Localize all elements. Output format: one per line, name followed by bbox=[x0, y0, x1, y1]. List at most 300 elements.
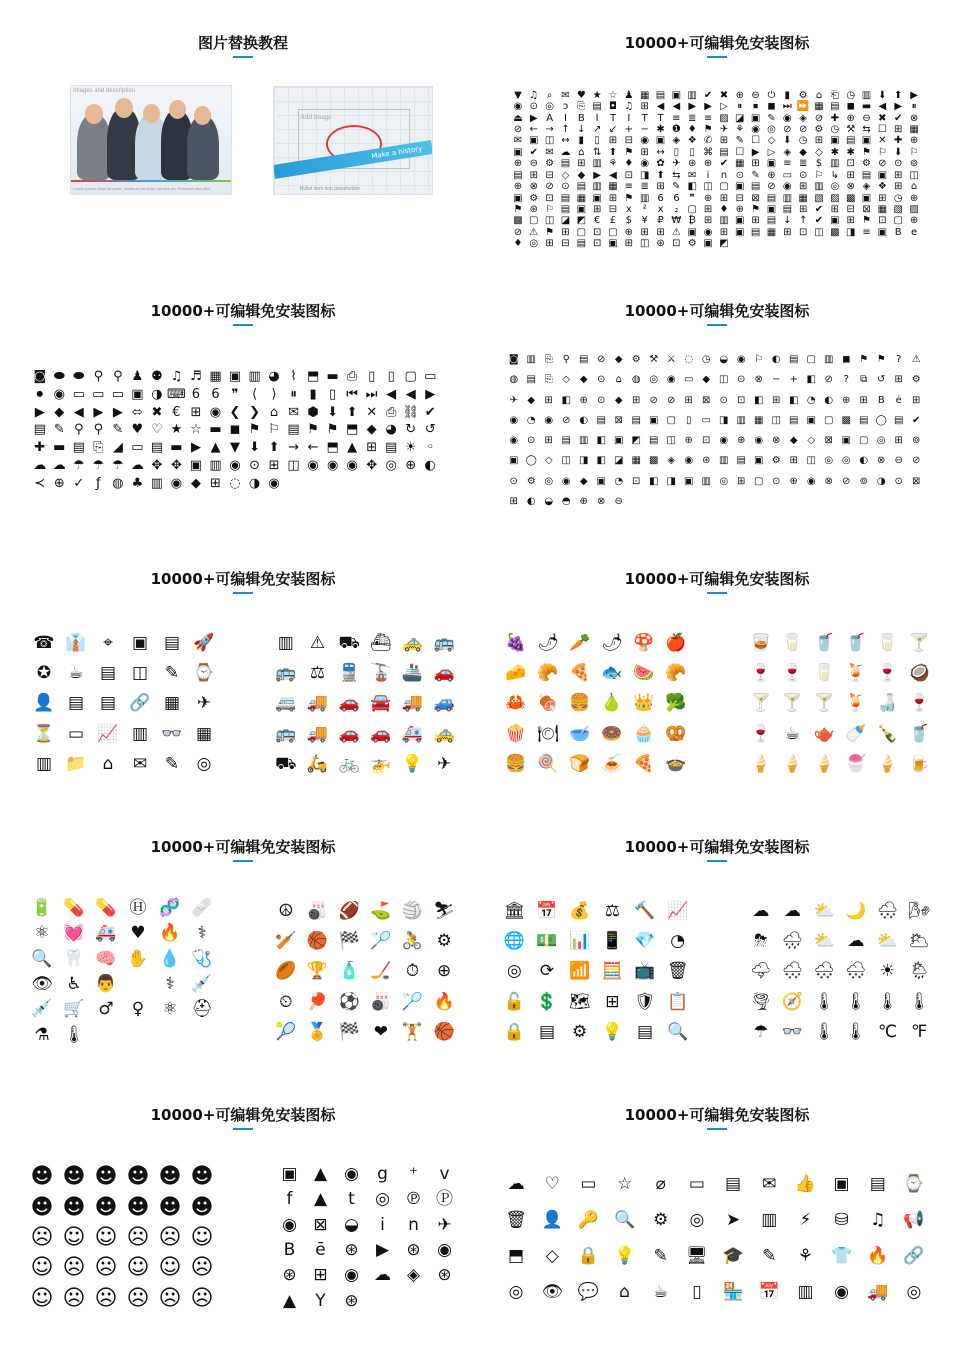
icon: ▤ bbox=[869, 1173, 886, 1194]
sports-icon-set bbox=[270, 896, 460, 1048]
icon: ⊡ bbox=[798, 226, 808, 238]
title-underline bbox=[233, 860, 253, 862]
icon: ◷ bbox=[701, 354, 711, 366]
icon: ⏩ bbox=[796, 101, 810, 113]
icon: ⊘ bbox=[667, 394, 676, 406]
icon: 🔒 bbox=[577, 1245, 599, 1266]
icon: ⬆ bbox=[268, 440, 280, 456]
icon: ⚘ bbox=[608, 158, 618, 170]
icon: + bbox=[624, 123, 634, 135]
icon: ▭ bbox=[782, 169, 793, 181]
icon: ⌚ bbox=[193, 663, 215, 684]
icon: 🔍 bbox=[667, 1022, 689, 1043]
emoji-icon-set bbox=[26, 1162, 218, 1314]
icon: ▤ bbox=[560, 192, 571, 204]
icon: ₽ bbox=[657, 215, 664, 227]
icon: 🥐 bbox=[665, 663, 687, 684]
icon: 🚕 bbox=[401, 632, 424, 653]
icon: ▢ bbox=[859, 435, 869, 447]
icon: ⊙ bbox=[529, 101, 538, 113]
icon: ē bbox=[315, 1240, 326, 1261]
icon: ➤ bbox=[725, 1209, 741, 1230]
icon: ⌂ bbox=[102, 754, 114, 775]
icon: ◍ bbox=[112, 475, 124, 491]
icon: ◐ bbox=[771, 354, 781, 366]
icon: ◎ bbox=[906, 1281, 922, 1302]
icon: Ⓟ bbox=[436, 1189, 453, 1210]
icon: 🌬 bbox=[908, 900, 930, 921]
icon: 🔗 bbox=[129, 693, 151, 714]
icon: ◉ bbox=[513, 101, 523, 113]
icon: 🏐 bbox=[401, 900, 424, 921]
icon: ☹ bbox=[190, 1285, 214, 1311]
icon: ▥ bbox=[824, 354, 834, 366]
icon: 🍺 bbox=[908, 754, 930, 775]
icon: ▣ bbox=[576, 203, 587, 215]
icon: 💉 bbox=[31, 999, 53, 1020]
icon: T bbox=[641, 112, 648, 124]
icon: 🍇 bbox=[505, 632, 527, 653]
icon: ⚑ bbox=[326, 422, 339, 438]
icon: ☻ bbox=[62, 1164, 86, 1190]
icon: ❯ bbox=[249, 404, 260, 420]
icon: ▥ bbox=[35, 754, 53, 775]
icon: ☹ bbox=[158, 1224, 182, 1250]
icon: ◑ bbox=[876, 475, 886, 487]
icon: ⚛ bbox=[162, 999, 178, 1020]
icon: 🚌 bbox=[275, 723, 297, 744]
icon: ◧ bbox=[806, 374, 816, 386]
icon: f bbox=[286, 1189, 293, 1210]
icon: ☕ bbox=[68, 663, 84, 684]
icon: ▶ bbox=[910, 89, 918, 101]
icon: ⚲ bbox=[74, 422, 84, 438]
icon: ▥ bbox=[861, 89, 872, 101]
icon: ⚙ bbox=[814, 123, 824, 135]
icon: ◉ bbox=[561, 475, 571, 487]
icon: ⊛ bbox=[688, 158, 697, 170]
icon: ✕ bbox=[366, 404, 378, 420]
icon: ▣ bbox=[228, 369, 242, 385]
icon: 🚗 bbox=[370, 723, 392, 744]
icon: ↻ bbox=[405, 422, 417, 438]
icon: 🚑 bbox=[401, 723, 424, 744]
icon: ▢ bbox=[666, 414, 676, 426]
icon: ◼ bbox=[842, 354, 851, 366]
icon: ▮ bbox=[784, 89, 791, 101]
icon: ◫ bbox=[561, 455, 571, 467]
icon: 👓 bbox=[781, 1022, 804, 1043]
icon: ▼ bbox=[229, 440, 240, 456]
icon: ⊞ bbox=[656, 181, 665, 193]
icon: 🍐 bbox=[601, 693, 623, 714]
icon: ◉ bbox=[754, 435, 764, 447]
icon: ◩ bbox=[576, 215, 587, 227]
icon: 🚲 bbox=[338, 754, 360, 775]
icon: ◪ bbox=[614, 455, 624, 467]
icon: 🚕 bbox=[433, 723, 455, 744]
icon: ⊞ bbox=[640, 101, 649, 113]
icon: ⊕ bbox=[735, 89, 744, 101]
icon: ◎ bbox=[689, 1209, 705, 1230]
icon: ▬ bbox=[326, 369, 339, 385]
icon: ⊖ bbox=[862, 112, 871, 124]
icon: ₂ bbox=[674, 203, 679, 215]
icon: ⚙ bbox=[911, 374, 921, 386]
icon: t bbox=[348, 1189, 355, 1210]
icon: ▥ bbox=[736, 414, 746, 426]
icon: ☺ bbox=[62, 1224, 86, 1250]
icon: 🚚 bbox=[401, 693, 424, 714]
icon: ▣ bbox=[877, 169, 888, 181]
icon: ▯ bbox=[594, 135, 600, 147]
icon: ▤ bbox=[99, 663, 117, 684]
icon: ⊘ bbox=[649, 394, 658, 406]
icon: ⚗ bbox=[34, 1024, 50, 1045]
icon: ▬ bbox=[861, 101, 872, 113]
icon: ♟ bbox=[131, 369, 144, 385]
icon: ℉ bbox=[911, 1022, 928, 1043]
icon: ◎ bbox=[841, 455, 851, 467]
icon: ◉ bbox=[229, 457, 241, 473]
icon: 🛒 bbox=[63, 999, 85, 1020]
icon: ▢ bbox=[529, 215, 539, 227]
icon: ⊕ bbox=[909, 135, 919, 147]
icon: ⊛ bbox=[344, 1240, 359, 1261]
icon: ▤ bbox=[894, 414, 904, 426]
icon: ⊞ bbox=[529, 169, 538, 181]
icon: ↑ bbox=[561, 123, 570, 135]
icon: ⊘ bbox=[545, 181, 554, 193]
icon: ▣ bbox=[754, 455, 764, 467]
icon: 🏁 bbox=[338, 931, 360, 952]
icon: ⊙ bbox=[798, 169, 808, 181]
icon: ▦ bbox=[163, 693, 181, 714]
icon: ⚙ bbox=[631, 354, 641, 366]
icon: 🧭 bbox=[781, 991, 804, 1012]
icon: ⇆ bbox=[862, 123, 871, 135]
icon: ◇ bbox=[562, 374, 571, 386]
icon: ▤ bbox=[576, 181, 587, 193]
icon: 🥛 bbox=[813, 663, 835, 684]
icon: ♦ bbox=[624, 158, 634, 170]
icon: ⧉ bbox=[860, 374, 868, 386]
icon: ⊗ bbox=[772, 435, 781, 447]
icon: 🍄 bbox=[633, 632, 655, 653]
icon: ♦ bbox=[513, 238, 523, 250]
icon: ⊕ bbox=[513, 158, 523, 170]
icon: ▨ bbox=[719, 112, 729, 124]
icon: ⬬ bbox=[53, 369, 65, 385]
icon: ≣ bbox=[640, 181, 649, 193]
icon: ▣ bbox=[671, 89, 682, 101]
icon: ↙ bbox=[608, 123, 618, 135]
icon: ▤ bbox=[150, 440, 164, 456]
icon: ≺ bbox=[34, 475, 46, 491]
icon: ◎ bbox=[824, 455, 834, 467]
icon: ⬒ bbox=[508, 1245, 525, 1266]
icon: ◐ bbox=[526, 495, 536, 507]
icon: ◒ bbox=[344, 1214, 359, 1235]
icon: ◨ bbox=[579, 455, 589, 467]
icon: ▥ bbox=[719, 455, 729, 467]
icon: 🌨 bbox=[876, 900, 899, 921]
icon: 🍭 bbox=[537, 754, 559, 775]
icon: ☹ bbox=[158, 1285, 182, 1311]
icon: x bbox=[657, 203, 664, 215]
icon: 🍩 bbox=[601, 723, 623, 744]
icon: ✉ bbox=[513, 135, 523, 147]
panel-title: 10000+可编辑免安装图标 bbox=[150, 1106, 336, 1124]
icon: ⚙ bbox=[653, 1209, 669, 1230]
transport-icon-set bbox=[270, 628, 460, 780]
icon: ♫ bbox=[529, 89, 539, 101]
icon: ⬇ bbox=[878, 89, 887, 101]
icon: 🥥 bbox=[908, 663, 930, 684]
icon: ⚛ bbox=[34, 923, 50, 944]
icon: ◆ bbox=[54, 404, 65, 420]
icon: 🍾 bbox=[876, 723, 899, 744]
icon: ▲ bbox=[282, 1290, 297, 1311]
icon: 🗑 bbox=[505, 1209, 527, 1230]
icon: ▭ bbox=[131, 440, 144, 456]
icon: ◙ bbox=[508, 354, 519, 366]
icon: 🌡 bbox=[813, 991, 835, 1012]
icon: ◫ bbox=[131, 663, 149, 684]
icon: ◧ bbox=[789, 394, 799, 406]
icon: ◉ bbox=[703, 226, 713, 238]
icon: 📁 bbox=[65, 754, 87, 775]
icon: ⊡ bbox=[624, 169, 634, 181]
icon: ✔ bbox=[814, 215, 824, 227]
icon: ↔ bbox=[656, 146, 665, 158]
icon: ▣ bbox=[841, 435, 851, 447]
icon: ♥ bbox=[130, 923, 146, 944]
icon: ◀ bbox=[878, 101, 887, 113]
icon: I bbox=[563, 112, 567, 124]
icon: ⬇ bbox=[327, 404, 339, 420]
icon: ▶ bbox=[190, 440, 201, 456]
icon: ▬ bbox=[53, 440, 66, 456]
icon: ⊡ bbox=[545, 192, 554, 204]
icon: ⚲ bbox=[93, 422, 104, 438]
icon: ↄ bbox=[562, 101, 569, 113]
icon: ✈ bbox=[196, 693, 212, 714]
icon: ✖ bbox=[151, 404, 163, 420]
icon: ↺ bbox=[424, 422, 436, 438]
icon: B bbox=[283, 1240, 296, 1261]
icon: e bbox=[910, 226, 918, 238]
icon: ⬒ bbox=[306, 369, 320, 385]
icon: ☻ bbox=[94, 1194, 118, 1220]
icon: ▣ bbox=[649, 414, 659, 426]
icon: 🚚 bbox=[867, 1281, 889, 1302]
icon: ⊞ bbox=[366, 440, 378, 456]
icon: ▣ bbox=[703, 238, 713, 250]
icon: 🥣 bbox=[569, 723, 591, 744]
icon: ▥ bbox=[701, 475, 711, 487]
icon: ▦ bbox=[631, 455, 641, 467]
color-strip bbox=[71, 180, 231, 182]
icon: ⊟ bbox=[735, 192, 744, 204]
icon: ▢ bbox=[719, 181, 729, 193]
icon: 🌦 bbox=[908, 961, 930, 982]
icon: 📊 bbox=[569, 931, 591, 952]
icon: ⛴ bbox=[370, 632, 392, 653]
icon: ⎙ bbox=[346, 369, 358, 385]
icon: 👤 bbox=[541, 1209, 563, 1230]
icon: ⊡ bbox=[737, 394, 746, 406]
icon: T bbox=[657, 112, 664, 124]
icon: 🍲 bbox=[665, 754, 687, 775]
icon: 🥤 bbox=[845, 632, 867, 653]
icon: ◉ bbox=[282, 1214, 297, 1235]
icon: ⊞ bbox=[894, 374, 903, 386]
icon: ★ bbox=[592, 89, 602, 101]
icon: ☹ bbox=[126, 1285, 150, 1311]
icon: ⎘ bbox=[577, 101, 586, 113]
icon: ◷ bbox=[798, 135, 808, 147]
icon: ▩ bbox=[649, 455, 659, 467]
icon: ▣ bbox=[766, 158, 777, 170]
finance-icon-set bbox=[498, 896, 694, 1048]
icon: ◎ bbox=[876, 435, 886, 447]
person-head bbox=[143, 104, 160, 123]
icon: ▤ bbox=[845, 135, 856, 147]
icon: ▢ bbox=[806, 354, 816, 366]
icon: ⊙ bbox=[249, 457, 260, 473]
icon: → bbox=[288, 440, 300, 456]
icon: ⊞ bbox=[545, 238, 554, 250]
icon: ✔ bbox=[894, 112, 903, 124]
icon: ✎ bbox=[751, 169, 760, 181]
icon: ⚠ bbox=[671, 226, 681, 238]
icon: ⎗ bbox=[830, 89, 839, 101]
icon: ✉ bbox=[132, 754, 148, 775]
icon: 🌥 bbox=[908, 931, 930, 952]
icon: → bbox=[545, 123, 554, 135]
icon: 🌡 bbox=[845, 1022, 867, 1043]
icon: ▯ bbox=[685, 414, 692, 426]
ui-icon-set-a bbox=[30, 368, 440, 492]
icon: 🚌 bbox=[433, 632, 455, 653]
icon: ⌨ bbox=[167, 387, 186, 403]
icon: I bbox=[627, 112, 631, 124]
icon: ▢ bbox=[608, 226, 618, 238]
icon: ◆ bbox=[527, 394, 536, 406]
icon: ☐ bbox=[877, 123, 887, 135]
icon: ▤ bbox=[596, 414, 606, 426]
icon: ▤ bbox=[782, 203, 793, 215]
icon: € bbox=[593, 215, 601, 227]
icon: ⊠ bbox=[751, 192, 760, 204]
icon: ◆ bbox=[366, 422, 377, 438]
icon: ◇ bbox=[807, 435, 816, 447]
icon: ⚲ bbox=[562, 354, 570, 366]
icon: ⊞ bbox=[719, 135, 729, 147]
icon: ▣ bbox=[596, 475, 606, 487]
title-underline bbox=[233, 56, 253, 58]
panel-title: 图片替换教程 bbox=[197, 34, 288, 52]
icon: ƒ bbox=[96, 475, 101, 491]
icon: ⊞ bbox=[878, 192, 887, 204]
icon: ▣ bbox=[861, 135, 872, 147]
icon: 👤 bbox=[33, 693, 55, 714]
icon: ⊞ bbox=[894, 123, 903, 135]
icon: ◧ bbox=[649, 475, 659, 487]
title-underline bbox=[707, 860, 727, 862]
icon: ☁ bbox=[130, 457, 144, 473]
icon: ⏱ bbox=[405, 961, 420, 982]
icon: 📢 bbox=[903, 1209, 925, 1230]
icon: ⟨ bbox=[251, 387, 258, 403]
icon: ⬬ bbox=[73, 369, 85, 385]
icon: ◒ bbox=[719, 354, 729, 366]
panel-title: 10000+可编辑免安装图标 bbox=[150, 570, 336, 588]
icon: ⛈ bbox=[754, 931, 768, 952]
icon: 🏆 bbox=[306, 961, 329, 982]
icon: ⛅ bbox=[876, 931, 899, 952]
icon: 🍹 bbox=[845, 663, 867, 684]
icon: ▣ bbox=[750, 112, 761, 124]
icon: € bbox=[172, 404, 181, 420]
icon: ⊟ bbox=[624, 135, 634, 147]
icon: 🍷 bbox=[750, 663, 772, 684]
icon: ⬆ bbox=[608, 146, 618, 158]
icon: ▦ bbox=[814, 101, 824, 113]
icon: ▥ bbox=[797, 1281, 814, 1302]
icon: ⏸ bbox=[737, 101, 743, 113]
icon: ◀ bbox=[609, 169, 617, 181]
icon: ▶ bbox=[375, 1240, 390, 1261]
icon: 👔 bbox=[65, 632, 87, 653]
icon: ⚑ bbox=[513, 203, 523, 215]
icon: 🚀 bbox=[193, 632, 215, 653]
icon: ▤ bbox=[592, 101, 602, 113]
icon: ✎ bbox=[164, 754, 180, 775]
icon: ⚠ bbox=[911, 354, 921, 366]
icon: ✥ bbox=[170, 457, 182, 473]
icon: 👓 bbox=[161, 723, 183, 744]
icon: 💡 bbox=[613, 1245, 636, 1266]
icon: ? bbox=[896, 354, 902, 366]
icon: ◫ bbox=[544, 135, 555, 147]
icon: ⊡ bbox=[702, 435, 711, 447]
icon: ↳ bbox=[830, 169, 840, 181]
icon: ⊛ bbox=[344, 1290, 359, 1311]
icon: ◆ bbox=[579, 475, 588, 487]
weather-icon-set bbox=[745, 896, 935, 1048]
icon: ⊞ bbox=[789, 455, 798, 467]
icon: ☁ bbox=[374, 1265, 391, 1286]
icon: g bbox=[377, 1164, 388, 1185]
icon: ◆ bbox=[799, 146, 807, 158]
icon: ◎ bbox=[649, 374, 659, 386]
icon: ≣ bbox=[688, 112, 697, 124]
icon: ⚐ bbox=[268, 422, 280, 438]
icon: ⊙ bbox=[597, 394, 606, 406]
icon: 💉 bbox=[191, 974, 213, 995]
icon: ☂ bbox=[753, 1022, 769, 1043]
icon: ⊘ bbox=[513, 123, 523, 135]
icon: ◍ bbox=[631, 374, 641, 386]
icon: ✥ bbox=[366, 457, 378, 473]
icon: ⊞ bbox=[608, 192, 618, 204]
icon: ⏮ bbox=[346, 387, 358, 403]
icon: ☻ bbox=[190, 1164, 214, 1190]
icon: ⏭ bbox=[782, 101, 792, 113]
image-placeholder[interactable] bbox=[273, 86, 433, 195]
